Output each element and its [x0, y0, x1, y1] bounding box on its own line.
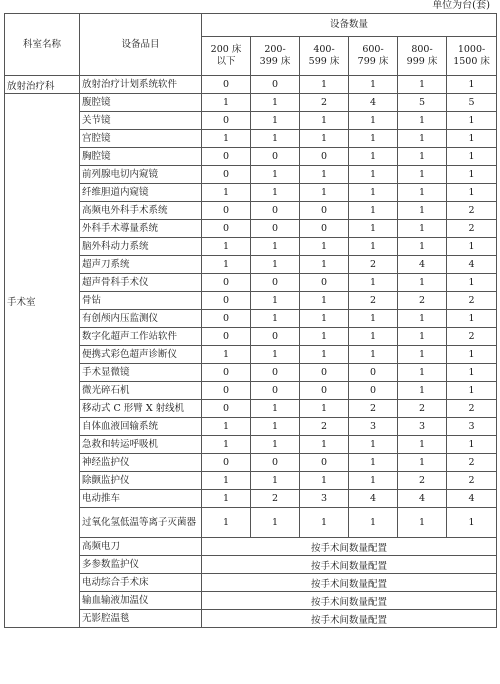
quantity-cell: 1 [349, 202, 398, 220]
quantity-cell: 0 [251, 202, 300, 220]
quantity-cell: 1 [349, 508, 398, 538]
item-name: 电动推车 [80, 490, 202, 508]
quantity-cell: 1 [447, 148, 497, 166]
quantity-cell: 1 [251, 472, 300, 490]
header-beds-3: 600- 799 床 [349, 37, 398, 76]
quantity-cell: 1 [447, 76, 497, 94]
quantity-cell: 2 [398, 400, 447, 418]
quantity-cell: 0 [202, 148, 251, 166]
quantity-cell: 1 [398, 436, 447, 454]
quantity-cell: 1 [447, 364, 497, 382]
quantity-cell: 0 [251, 76, 300, 94]
quantity-cell: 1 [300, 238, 349, 256]
quantity-cell: 1 [447, 310, 497, 328]
quantity-cell: 4 [398, 256, 447, 274]
config-note: 按手术间数量配置 [202, 574, 497, 592]
quantity-cell: 1 [251, 310, 300, 328]
quantity-cell: 1 [349, 148, 398, 166]
quantity-cell: 1 [202, 256, 251, 274]
quantity-cell: 2 [349, 256, 398, 274]
item-name: 微光碎石机 [80, 382, 202, 400]
quantity-cell: 2 [349, 292, 398, 310]
quantity-cell: 1 [349, 436, 398, 454]
quantity-cell: 1 [398, 328, 447, 346]
quantity-cell: 4 [349, 490, 398, 508]
quantity-cell: 3 [300, 490, 349, 508]
equipment-table [4, 13, 497, 628]
quantity-cell: 1 [398, 310, 447, 328]
item-name: 手术显微镜 [80, 364, 202, 382]
quantity-cell: 1 [202, 94, 251, 112]
quantity-cell: 1 [300, 310, 349, 328]
quantity-cell: 4 [447, 490, 497, 508]
quantity-cell: 1 [447, 130, 497, 148]
quantity-cell: 1 [251, 508, 300, 538]
quantity-cell: 1 [251, 112, 300, 130]
header-item: 设备品目 [80, 14, 202, 76]
quantity-cell: 2 [447, 220, 497, 238]
item-name: 电动综合手术床 [80, 574, 202, 592]
quantity-cell: 0 [251, 382, 300, 400]
quantity-cell: 1 [398, 76, 447, 94]
quantity-cell: 1 [398, 364, 447, 382]
item-name: 腹腔镜 [80, 94, 202, 112]
quantity-cell: 1 [349, 112, 398, 130]
quantity-cell: 2 [300, 418, 349, 436]
quantity-cell: 0 [349, 364, 398, 382]
quantity-cell: 1 [398, 184, 447, 202]
quantity-cell: 0 [202, 202, 251, 220]
quantity-cell: 1 [447, 166, 497, 184]
quantity-cell: 3 [447, 418, 497, 436]
quantity-cell: 0 [300, 202, 349, 220]
dept-surgery: 手术室 [5, 94, 80, 628]
config-note: 按手术间数量配置 [202, 592, 497, 610]
quantity-cell: 0 [251, 220, 300, 238]
quantity-cell: 0 [202, 328, 251, 346]
item-name: 纤维胆道内窥镜 [80, 184, 202, 202]
item-name: 数字化超声工作站软件 [80, 328, 202, 346]
item-name: 外科手术導量系统 [80, 220, 202, 238]
quantity-cell: 1 [349, 346, 398, 364]
quantity-cell: 2 [398, 472, 447, 490]
quantity-cell: 1 [251, 256, 300, 274]
quantity-cell: 1 [300, 292, 349, 310]
item-name: 移动式 C 形臂 X 射线机 [80, 400, 202, 418]
quantity-cell: 1 [300, 472, 349, 490]
item-name: 自体血液回输系统 [80, 418, 202, 436]
quantity-cell: 1 [349, 184, 398, 202]
quantity-cell: 1 [349, 76, 398, 94]
quantity-cell: 1 [251, 346, 300, 364]
quantity-cell: 0 [300, 382, 349, 400]
quantity-cell: 1 [398, 130, 447, 148]
quantity-cell: 0 [251, 274, 300, 292]
quantity-cell: 1 [251, 166, 300, 184]
config-note: 按手术间数量配置 [202, 610, 497, 628]
quantity-cell: 1 [398, 112, 447, 130]
quantity-cell: 1 [398, 274, 447, 292]
quantity-cell: 0 [202, 400, 251, 418]
quantity-cell: 0 [300, 274, 349, 292]
quantity-cell: 0 [251, 328, 300, 346]
config-note: 按手术间数量配置 [202, 538, 497, 556]
config-note: 按手术间数量配置 [202, 556, 497, 574]
quantity-cell: 1 [202, 436, 251, 454]
quantity-cell: 0 [202, 364, 251, 382]
quantity-cell: 1 [251, 418, 300, 436]
quantity-cell: 1 [349, 220, 398, 238]
quantity-cell: 1 [398, 508, 447, 538]
quantity-cell: 0 [202, 310, 251, 328]
item-name: 超声骨科手术仪 [80, 274, 202, 292]
quantity-cell: 2 [398, 292, 447, 310]
quantity-cell: 0 [300, 364, 349, 382]
quantity-cell: 0 [202, 220, 251, 238]
quantity-cell: 1 [349, 454, 398, 472]
item-name: 前列腺电切内窥镜 [80, 166, 202, 184]
quantity-cell: 1 [447, 238, 497, 256]
quantity-cell: 1 [251, 130, 300, 148]
quantity-cell: 1 [447, 508, 497, 538]
quantity-cell: 5 [447, 94, 497, 112]
quantity-cell: 0 [300, 220, 349, 238]
quantity-cell: 1 [202, 184, 251, 202]
quantity-cell: 1 [251, 292, 300, 310]
quantity-cell: 1 [349, 472, 398, 490]
quantity-cell: 0 [349, 382, 398, 400]
quantity-cell: 0 [202, 292, 251, 310]
quantity-cell: 1 [251, 238, 300, 256]
quantity-cell: 1 [349, 274, 398, 292]
quantity-cell: 1 [202, 346, 251, 364]
quantity-cell: 2 [447, 292, 497, 310]
quantity-cell: 0 [202, 112, 251, 130]
quantity-cell: 1 [349, 310, 398, 328]
quantity-cell: 1 [202, 472, 251, 490]
header-dept: 科室名称 [5, 14, 80, 76]
table-row [5, 76, 497, 94]
header-beds-1: 200- 399 床 [251, 37, 300, 76]
item-name: 超声刀系统 [80, 256, 202, 274]
dept-radiotherapy: 放射治疗科 [5, 76, 80, 94]
item-name: 除颤监护仪 [80, 472, 202, 490]
quantity-cell: 2 [300, 94, 349, 112]
quantity-cell: 1 [447, 184, 497, 202]
quantity-cell: 2 [447, 202, 497, 220]
quantity-cell: 1 [398, 346, 447, 364]
quantity-cell: 1 [300, 166, 349, 184]
header-beds-5: 1000- 1500 床 [447, 37, 497, 76]
quantity-cell: 1 [251, 400, 300, 418]
quantity-cell: 2 [447, 472, 497, 490]
quantity-cell: 1 [300, 508, 349, 538]
quantity-cell: 0 [300, 454, 349, 472]
quantity-cell: 0 [251, 364, 300, 382]
item-name: 骨钻 [80, 292, 202, 310]
quantity-cell: 1 [447, 382, 497, 400]
quantity-cell: 0 [300, 148, 349, 166]
table-row [5, 94, 497, 112]
quantity-cell: 3 [349, 418, 398, 436]
quantity-cell: 1 [398, 238, 447, 256]
quantity-cell: 1 [447, 436, 497, 454]
item-name: 有创颅内压监测仪 [80, 310, 202, 328]
item-name: 便携式彩色超声诊断仪 [80, 346, 202, 364]
quantity-cell: 2 [447, 400, 497, 418]
header-qty: 设备数量 [202, 14, 497, 37]
quantity-cell: 1 [202, 238, 251, 256]
quantity-cell: 1 [398, 382, 447, 400]
item-name: 高频电刀 [80, 538, 202, 556]
quantity-cell: 0 [202, 454, 251, 472]
quantity-cell: 1 [251, 94, 300, 112]
quantity-cell: 1 [300, 346, 349, 364]
quantity-cell: 2 [447, 454, 497, 472]
quantity-cell: 1 [300, 256, 349, 274]
item-name: 关节镜 [80, 112, 202, 130]
quantity-cell: 0 [202, 166, 251, 184]
item-name: 神经监护仪 [80, 454, 202, 472]
quantity-cell: 4 [398, 490, 447, 508]
quantity-cell: 1 [300, 328, 349, 346]
item-name: 输血输液加温仪 [80, 592, 202, 610]
item-name: 高频电外科手术系统 [80, 202, 202, 220]
unit-note: 单位为台(套) [432, 0, 490, 11]
quantity-cell: 1 [300, 130, 349, 148]
quantity-cell: 1 [300, 436, 349, 454]
quantity-cell: 1 [349, 130, 398, 148]
quantity-cell: 1 [300, 400, 349, 418]
quantity-cell: 1 [349, 328, 398, 346]
quantity-cell: 4 [447, 256, 497, 274]
quantity-cell: 0 [202, 76, 251, 94]
quantity-cell: 1 [202, 490, 251, 508]
quantity-cell: 2 [349, 400, 398, 418]
quantity-cell: 1 [349, 238, 398, 256]
quantity-cell: 1 [398, 148, 447, 166]
quantity-cell: 1 [398, 220, 447, 238]
quantity-cell: 0 [202, 274, 251, 292]
quantity-cell: 1 [300, 76, 349, 94]
quantity-cell: 4 [349, 94, 398, 112]
item-name: 放射治疗计划系统软件 [80, 76, 202, 94]
quantity-cell: 1 [398, 202, 447, 220]
header-beds-0: 200 床 以下 [202, 37, 251, 76]
quantity-cell: 1 [300, 184, 349, 202]
header-beds-4: 800- 999 床 [398, 37, 447, 76]
item-name: 无影腔温毯 [80, 610, 202, 628]
item-name: 过氧化氢低温等离子灭菌器 [80, 508, 202, 538]
quantity-cell: 1 [251, 184, 300, 202]
item-name: 急救和转运呼吸机 [80, 436, 202, 454]
quantity-cell: 1 [349, 166, 398, 184]
item-name: 脑外科动力系统 [80, 238, 202, 256]
quantity-cell: 1 [202, 418, 251, 436]
quantity-cell: 1 [447, 112, 497, 130]
quantity-cell: 1 [398, 454, 447, 472]
quantity-cell: 1 [300, 112, 349, 130]
quantity-cell: 0 [251, 148, 300, 166]
header-beds-2: 400- 599 床 [300, 37, 349, 76]
quantity-cell: 1 [251, 436, 300, 454]
quantity-cell: 5 [398, 94, 447, 112]
quantity-cell: 1 [447, 346, 497, 364]
item-name: 胸腔镜 [80, 148, 202, 166]
quantity-cell: 3 [398, 418, 447, 436]
quantity-cell: 1 [398, 166, 447, 184]
quantity-cell: 1 [447, 274, 497, 292]
quantity-cell: 1 [202, 508, 251, 538]
quantity-cell: 0 [202, 382, 251, 400]
quantity-cell: 0 [251, 454, 300, 472]
quantity-cell: 1 [202, 130, 251, 148]
item-name: 多参数监护仪 [80, 556, 202, 574]
quantity-cell: 2 [447, 328, 497, 346]
quantity-cell: 2 [251, 490, 300, 508]
item-name: 宫腔镜 [80, 130, 202, 148]
